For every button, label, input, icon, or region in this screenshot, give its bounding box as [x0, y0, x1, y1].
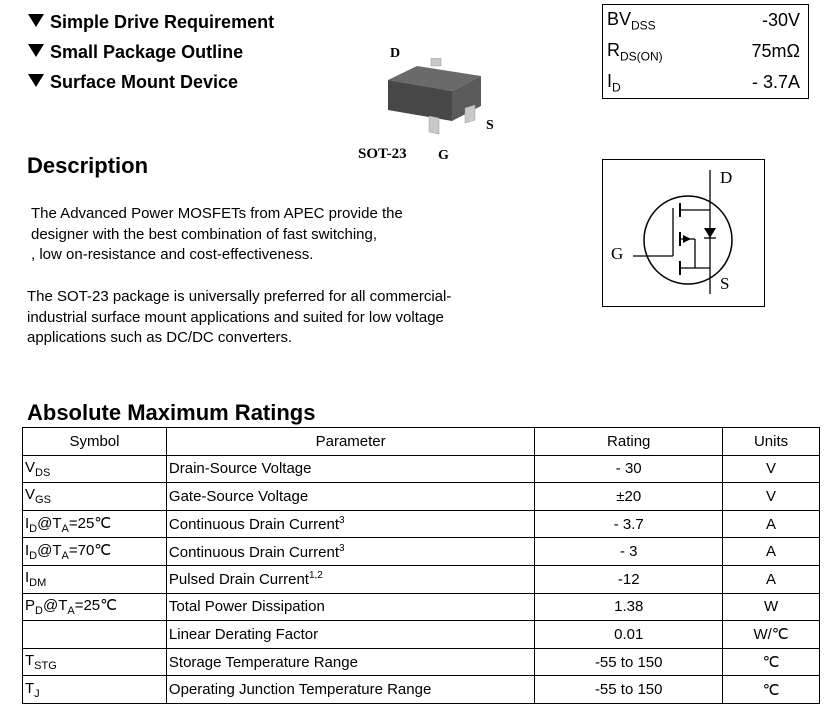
unit-cell: V — [723, 483, 820, 511]
table-row — [23, 455, 820, 483]
feature-text: Surface Mount Device — [50, 72, 239, 92]
spec-row — [603, 67, 809, 99]
description-line: , low on-resistance and cost-effectiveness. — [31, 246, 314, 263]
symbol-cell: $T_J$ — [23, 676, 167, 704]
ratings-heading: Absolute Maximum Ratings — [27, 400, 316, 425]
parameter-cell: Gate-Source Voltage — [166, 483, 534, 511]
unit-cell: W/℃ — [723, 621, 820, 649]
table-row — [23, 621, 820, 649]
parameter-cell: Operating Junction Temperature Range — [166, 676, 534, 704]
unit-cell: V — [723, 455, 820, 483]
rating-cell: -55 to 150 — [535, 676, 723, 704]
spec-symbol: $BV_{DSS}$ — [607, 8, 656, 33]
triangle-bullet-icon — [28, 74, 44, 87]
parameter-cell: Storage Temperature Range — [166, 648, 534, 676]
unit-cell: ℃ — [723, 648, 820, 676]
spec-symbol: $R_{DS(ON)}$ — [607, 39, 663, 64]
rating-cell: -55 to 150 — [535, 648, 723, 676]
footnote-ref: 3 — [339, 515, 345, 527]
description-line: The Advanced Power MOSFETs from APEC provide the — [31, 205, 403, 222]
feature-item — [28, 42, 243, 62]
symbol-cell: $V_{DS}$ — [23, 455, 167, 483]
table-row — [23, 565, 820, 593]
ratings-header-row — [23, 428, 820, 456]
description-line: designer with the best combination of fast switching, — [31, 225, 378, 243]
rating-cell: - 3.7 — [535, 510, 723, 538]
header-rating: Rating — [535, 428, 723, 456]
parameter-cell: Continuous Drain Current$^3$ — [166, 538, 534, 566]
spec-value: - 3.7A — [751, 72, 800, 92]
spec-symbol: $I_D$ — [607, 70, 621, 95]
table-row — [23, 648, 820, 676]
description-heading: Description — [27, 153, 149, 178]
description-line: industrial surface mount applications and suited for low voltage — [27, 308, 444, 326]
parameter-cell: Pulsed Drain Current$^{1,2}$ — [166, 565, 534, 593]
spec-value: -30V — [761, 10, 800, 30]
sot23-package-icon — [385, 58, 500, 143]
ratings-table — [22, 427, 820, 704]
rating-cell: 1.38 — [535, 593, 723, 621]
table-row — [23, 538, 820, 566]
package-pin-d: D — [390, 46, 401, 61]
symbol-cell: $T_{STG}$ — [23, 648, 167, 676]
table-row — [23, 510, 820, 538]
symbol-cell: $I_D@T_A=25℃$ — [23, 510, 167, 538]
header-parameter: Parameter — [166, 428, 534, 456]
parameter-cell: Linear Derating Factor — [166, 621, 534, 649]
spec-summary-box — [602, 4, 809, 99]
triangle-bullet-icon — [28, 14, 44, 27]
parameter-cell: Total Power Dissipation — [166, 593, 534, 621]
unit-cell: ℃ — [723, 676, 820, 704]
feature-item — [28, 12, 274, 32]
symbol-cell: $I_{DM}$ — [23, 565, 167, 593]
mosfet-schematic — [602, 159, 765, 307]
rating-cell: -12 — [535, 565, 723, 593]
feature-item — [28, 72, 238, 92]
feature-text: Small Package Outline — [50, 42, 244, 62]
symbol-cell: $P_D@T_A=25℃$ — [23, 593, 167, 621]
description-line: The SOT-23 package is universally preferred for all commercial- — [27, 288, 452, 305]
symbol-cell — [23, 621, 167, 649]
table-row — [23, 483, 820, 511]
schematic-label-g: G — [611, 244, 624, 263]
footnote-ref: 1,2 — [308, 570, 323, 582]
rating-cell: - 3 — [535, 538, 723, 566]
symbol-cell: $I_D@T_A=70℃$ — [23, 538, 167, 566]
triangle-bullet-icon — [28, 44, 44, 57]
schematic-label-d: D — [720, 168, 733, 187]
package-pin-g: G — [438, 148, 449, 163]
spec-row — [603, 5, 809, 37]
p-channel-mosfet-symbol-icon — [603, 160, 764, 306]
description-line: applications such as DC/DC converters. — [27, 329, 293, 346]
header-symbol: Symbol — [23, 428, 167, 456]
description-paragraph-2 — [27, 287, 451, 349]
header-units: Units — [723, 428, 820, 456]
parameter-cell: Continuous Drain Current$^3$ — [166, 510, 534, 538]
package-pin-s: S — [486, 118, 494, 133]
parameter-cell: Drain-Source Voltage — [166, 455, 534, 483]
unit-cell: A — [723, 538, 820, 566]
symbol-cell: $V_{GS}$ — [23, 483, 167, 511]
feature-text: Simple Drive Requirement — [50, 12, 275, 32]
spec-value: 75mΩ — [751, 41, 800, 61]
table-row — [23, 593, 820, 621]
rating-cell: ±20 — [535, 483, 723, 511]
footnote-ref: 3 — [339, 542, 345, 554]
table-row — [23, 676, 820, 704]
schematic-label-s: S — [720, 274, 730, 293]
rating-cell: 0.01 — [535, 621, 723, 649]
rating-cell: - 30 — [535, 455, 723, 483]
unit-cell: A — [723, 510, 820, 538]
description-paragraph-1 — [31, 204, 403, 266]
unit-cell: W — [723, 593, 820, 621]
spec-row — [603, 36, 809, 67]
package-name: SOT-23 — [358, 146, 407, 162]
unit-cell: A — [723, 565, 820, 593]
